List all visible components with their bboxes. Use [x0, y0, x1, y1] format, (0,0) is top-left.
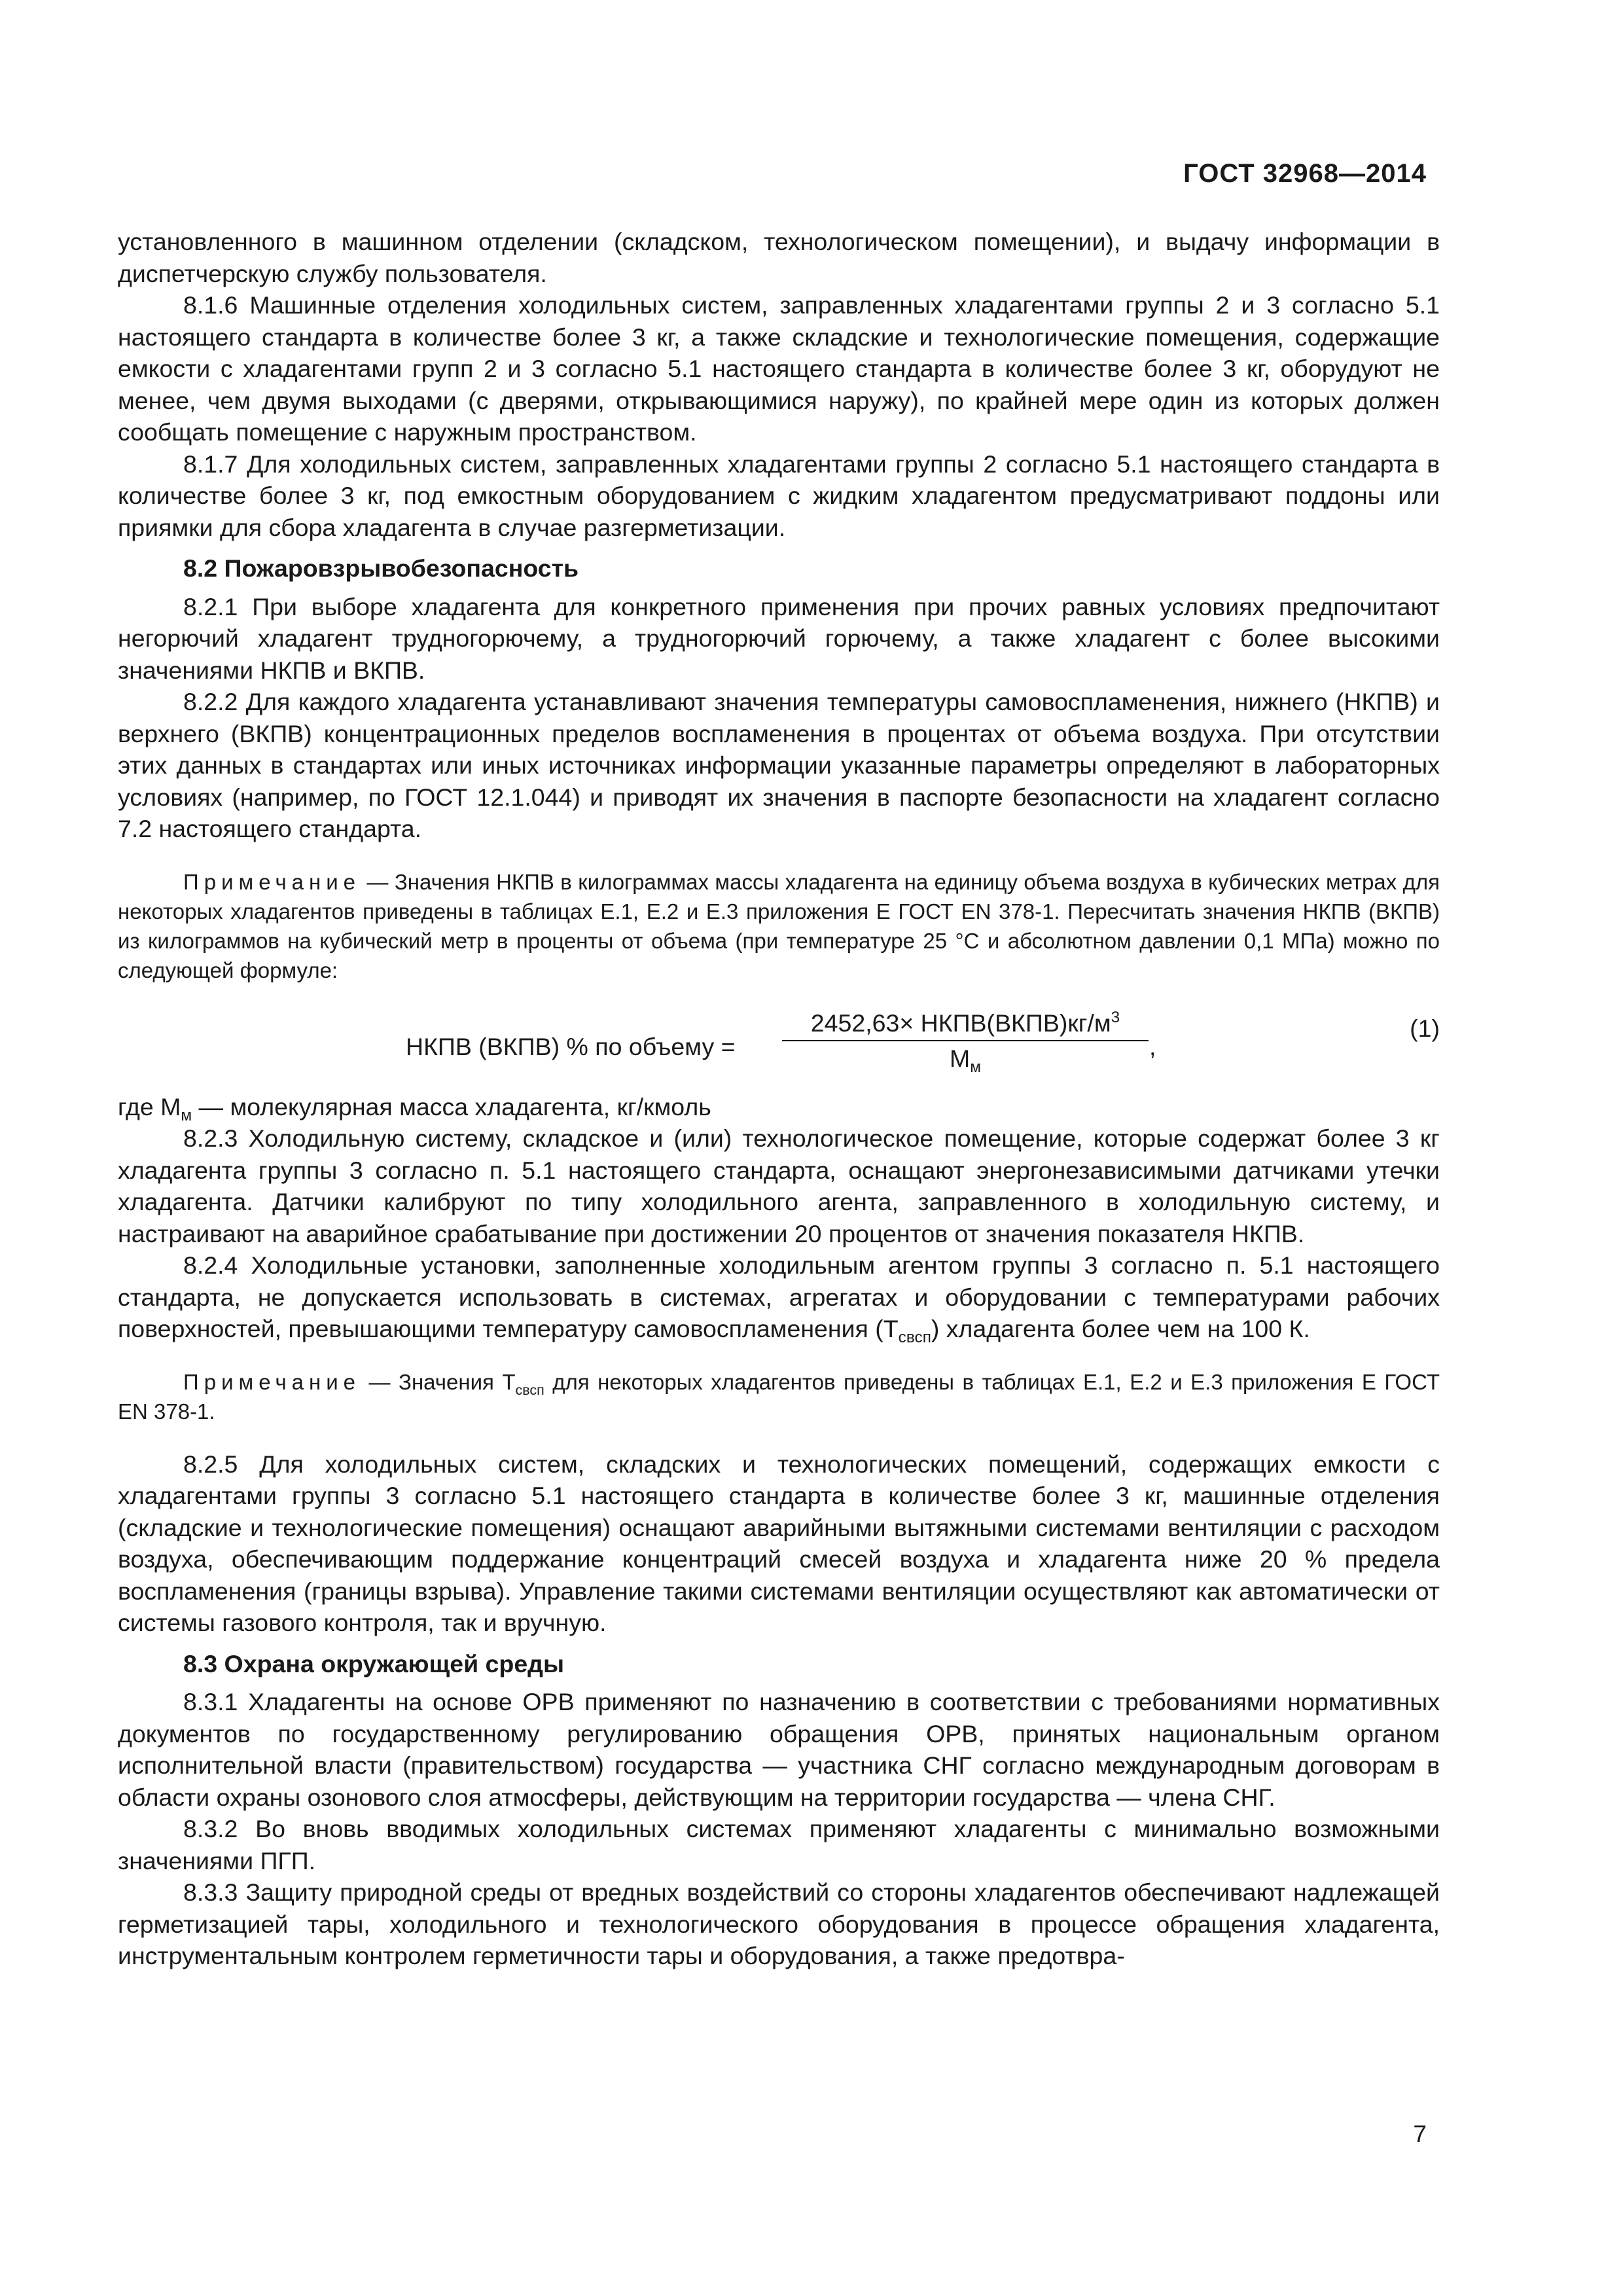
denominator-text: М — [950, 1045, 971, 1072]
denominator-subscript: м — [970, 1058, 981, 1076]
standard-header: ГОСТ 32968—2014 — [1183, 159, 1427, 188]
paragraph-8-2-4 — [118, 1249, 1440, 1345]
where-text: — молекулярная масса хладагента, кг/кмоль — [192, 1092, 711, 1121]
paragraph-8-1-6: 8.1.6 Машинные отделения холодильных систем, заправленных хладагентами группы 2 и 3 согласно 5.1 настоящего стандарта в количестве более 3 кг, а также складские и технологические помещения, содержащие емкости с хладагентами групп 2 и 3 согласно 5.1 настоящего стандарта в количестве более 3 кг, оборудуют не менее, чем двумя выходами (с дверями, открывающимися наружу), по крайней мере один из которых должен сообщать помещение с наружным пространством. — [118, 291, 1440, 446]
paragraph-8-3-1: 8.3.1 Хладагенты на основе ОРВ применяют по назначению в соответствии с требованиями нормативных документов по государственному регулированию обращения ОРВ, принятых национальным органом исполнительной власти (правительством) государства — участника СНГ согласно международным договорам в области охраны озонового слоя атмосферы, действующим на территории государства — члена СНГ. — [118, 1688, 1440, 1811]
paragraph-8-2-3: 8.2.3 Холодильную систему, складское и (или) технологическое помещение, которые содержат более 3 кг хладагента группы 3 согласно п. 5.1 настоящего стандарта, оснащают энергонезависимыми датчиками утечки хладагента. Датчики калибруют по типу холодильного агента, заправленного в холодильную систему, и настраивают на аварийное срабатывание при достижении 20 процентов от значения показателя НКПВ. — [118, 1124, 1440, 1247]
paragraph-8-3-2: 8.3.2 Во вновь вводимых холодильных системах применяют хладагенты с минимально возможными значениями ПГП. — [118, 1815, 1440, 1874]
where-subscript: м — [181, 1106, 192, 1124]
p824-subscript: свсп — [898, 1329, 931, 1346]
formula-number: (1) — [1410, 1014, 1440, 1042]
note2-part-b: для некоторых хладагентов приведены в таблицах Е.1, Е.2 и Е.3 приложения Е ГОСТ EN 378-1. — [118, 1369, 1440, 1424]
paragraph-continuation: установленного в машинном отделении (складском, технологическом помещении), и выдачу информации в диспетчерскую службу пользователя. — [118, 228, 1440, 287]
formula-1 — [118, 1007, 1440, 1086]
note-label: Примечание — [183, 1369, 361, 1394]
formula-fraction — [782, 1007, 1149, 1075]
paragraph-8-3-3: 8.3.3 Защиту природной среды от вредных воздействий со стороны хладагентов обеспечивают надлежащей герметизацией тары, холодильного и технологического оборудования в процессе обращения хладагента, инструментальным контролем герметичности тары и оборудования, а также предотвра- — [118, 1878, 1440, 1969]
p824-part-b: ) хладагента более чем на 100 К. — [931, 1315, 1310, 1342]
numerator-text: 2452,63× НКПВ(ВКПВ)кг/м — [810, 1009, 1111, 1037]
formula-denominator — [782, 1041, 1149, 1075]
note-1 — [118, 867, 1440, 985]
note-text: — Значения НКПВ в килограммах массы хладагента на единицу объема воздуха в кубических метрах для некоторых хладагентов приведены в таблицах Е.1, Е.2 и Е.3 приложения Е ГОСТ EN 378-1. Пересчитать значения НКПВ (ВКПВ) из килограммов на кубический метр в проценты от объема (при температуре 25 °С и абсолютном давлении 0,1 МПа) можно по следующей формуле: — [118, 869, 1440, 982]
formula-comma: , — [1149, 1032, 1156, 1060]
formula-where — [118, 1091, 1440, 1123]
note2-subscript: свсп — [515, 1382, 544, 1398]
page-number: 7 — [1413, 2121, 1427, 2147]
note2-part-a: — Значения Т — [368, 1369, 516, 1394]
where-prefix: где М — [118, 1092, 181, 1121]
paragraph-8-1-7: 8.1.7 Для холодильных систем, заправленных хладагентами группы 2 согласно 5.1 настоящего стандарта в количестве более 3 кг, под емкостным оборудованием с жидким хладагентом предусматривают поддоны или приямки для сбора хладагента в случае разгерметизации. — [118, 450, 1440, 541]
formula-lhs: НКПВ (ВКПВ) % по объему = — [406, 1032, 736, 1060]
paragraph-8-2-1: 8.2.1 При выборе хладагента для конкретного применения при прочих равных условиях предпочитают негорючий хладагент трудногорючему, а трудногорючий горючему, а также хладагент с более высокими значениями НКПВ и ВКПВ. — [118, 592, 1440, 684]
paragraph-8-2-2: 8.2.2 Для каждого хладагента устанавливают значения температуры самовоспламенения, нижнего (НКПВ) и верхнего (ВКПВ) концентрационных пределов воспламенения в процентах от объема воздуха. При отсутствии этих данных в стандартах или иных источниках информации указанные параметры определяют в лабораторных условиях (например, по ГОСТ 12.1.044) и приводят их значения в паспорте безопасности на хладагент согласно 7.2 настоящего стандарта. — [118, 688, 1440, 842]
page-content — [118, 226, 1440, 1972]
p824-part-a: 8.2.4 Холодильные установки, заполненные холодильным агентом группы 3 согласно п. 5.1 настоящего стандарта, не допускается использовать в системах, агрегатах и оборудовании с температурами рабочих поверхностей, превышающими температуру самовоспламенения (Т — [118, 1251, 1440, 1342]
section-heading-8-2: 8.2 Пожаровзрывобезопасность — [183, 554, 579, 582]
section-heading-8-3: 8.3 Охрана окружающей среды — [183, 1649, 565, 1677]
note-label: Примечание — [183, 869, 361, 894]
formula-numerator — [782, 1007, 1149, 1042]
numerator-superscript: 3 — [1111, 1008, 1120, 1026]
paragraph-8-2-5: 8.2.5 Для холодильных систем, складских и технологических помещений, содержащих емкости с хладагентами группы 3 согласно 5.1 настоящего стандарта в количестве более 3 кг, машинные отделения (складские и технологические помещения) оснащают аварийными вытяжными системами вентиляции с расходом воздуха, обеспечивающим поддержание концентраций смесей воздуха и хладагента ниже 20 % предела воспламенения (границы взрыва). Управление такими системами вентиляции осуществляют как автоматически от системы газового контроля, так и вручную. — [118, 1450, 1440, 1636]
note-2 — [118, 1367, 1440, 1426]
